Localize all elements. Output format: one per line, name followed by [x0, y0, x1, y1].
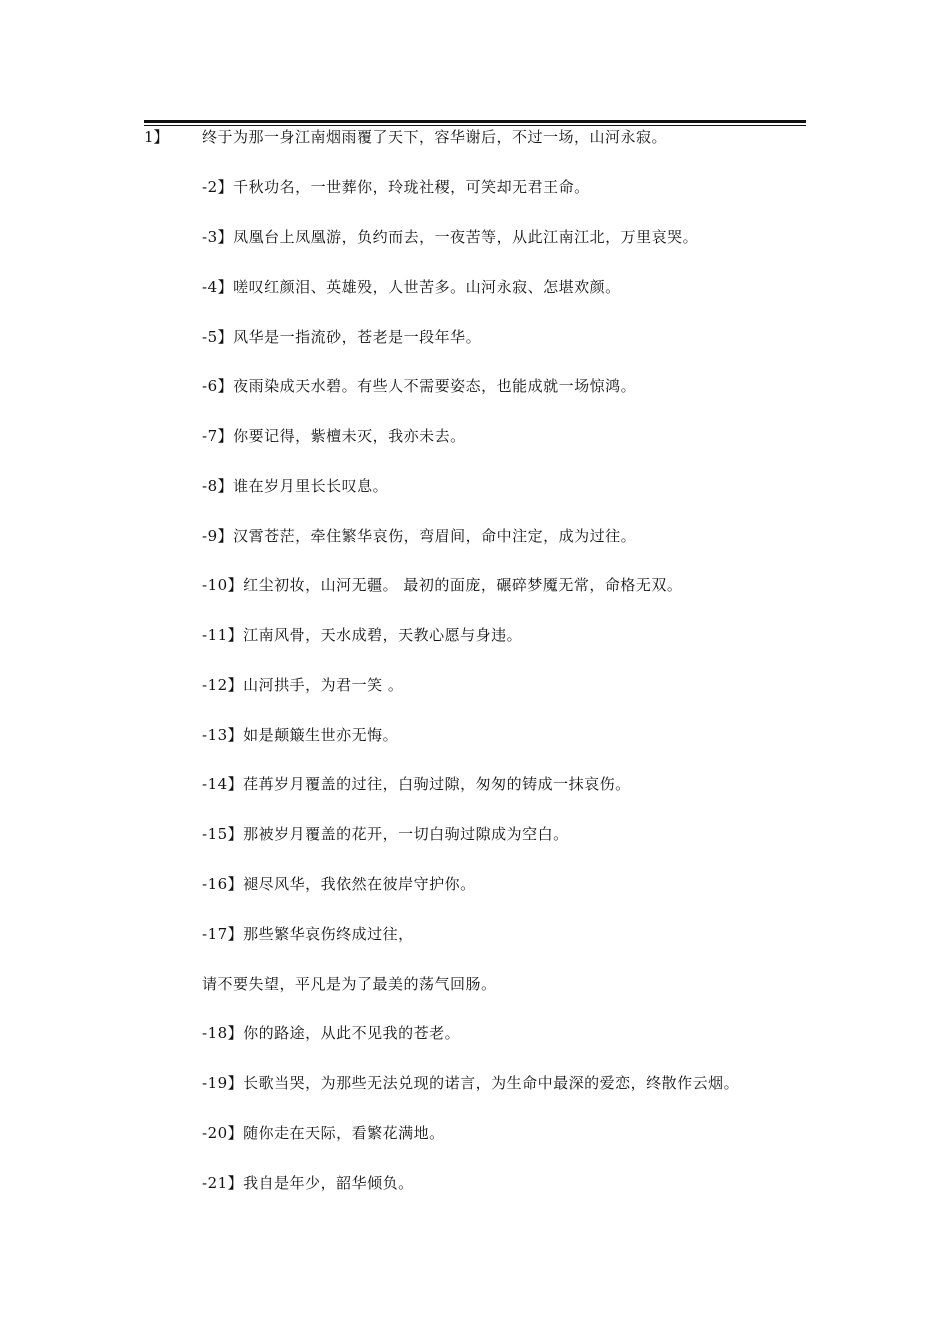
quote-line-5: -5】风华是一指流砂，苍老是一段年华。 — [202, 328, 482, 346]
quote-line-17-cont: 请不要失望，平凡是为了最美的荡气回肠。 — [202, 975, 497, 993]
quote-line-4: -4】嗟叹红颜泪、英雄殁，人世苦多。山河永寂、怎堪欢颜。 — [202, 278, 621, 296]
quote-line-15: -15】那被岁月覆盖的花开，一切白驹过隙成为空白。 — [202, 825, 569, 843]
quote-line-21: -21】我自是年少，韶华倾负。 — [202, 1174, 414, 1192]
quote-line-17: -17】那些繁华哀伤终成过往， — [202, 925, 414, 943]
quote-line-6: -6】夜雨染成天水碧。有些人不需要姿态，也能成就一场惊鸿。 — [202, 377, 637, 395]
quote-line-2: -2】千秋功名，一世葬你，玲珑社稷，可笑却无君王命。 — [202, 178, 590, 196]
quote-line-13: -13】如是颠簸生世亦无悔。 — [202, 726, 399, 744]
quote-line-10: -10】红尘初妆，山河无疆。 最初的面庞，碾碎梦魇无常，命格无双。 — [202, 576, 683, 594]
quote-line-18: -18】你的路途，从此不见我的苍老。 — [202, 1024, 461, 1042]
quote-line-19: -19】长歌当哭，为那些无法兑现的诺言，为生命中最深的爱恋，终散作云烟。 — [202, 1074, 740, 1092]
quote-line-8: -8】谁在岁月里长长叹息。 — [202, 477, 389, 495]
quote-line-12: -12】山河拱手，为君一笑 。 — [202, 676, 404, 694]
quote-line-9: -9】汉霄苍茫，牵住繁华哀伤，弯眉间，命中注定，成为过往。 — [202, 527, 637, 545]
quote-line-11: -11】江南风骨，天水成碧，天教心愿与身违。 — [202, 626, 523, 644]
quote-line-7: -7】你要记得，紫檀未灭，我亦未去。 — [202, 427, 466, 445]
quote-line-1: 终于为那一身江南烟雨覆了天下，容华谢后，不过一场，山河永寂。 — [202, 128, 668, 146]
first-item-number: 1】 — [144, 128, 169, 146]
quote-line-16: -16】褪尽风华，我依然在彼岸守护你。 — [202, 875, 476, 893]
quote-line-3: -3】凤凰台上凤凰游，负约而去，一夜苦等，从此江南江北，万里哀哭。 — [202, 228, 699, 246]
quote-line-14: -14】荏苒岁月覆盖的过往，白驹过隙，匆匆的铸成一抹哀伤。 — [202, 775, 631, 793]
quote-line-20: -20】随你走在天际，看繁花满地。 — [202, 1124, 445, 1142]
header-rule — [144, 120, 806, 123]
